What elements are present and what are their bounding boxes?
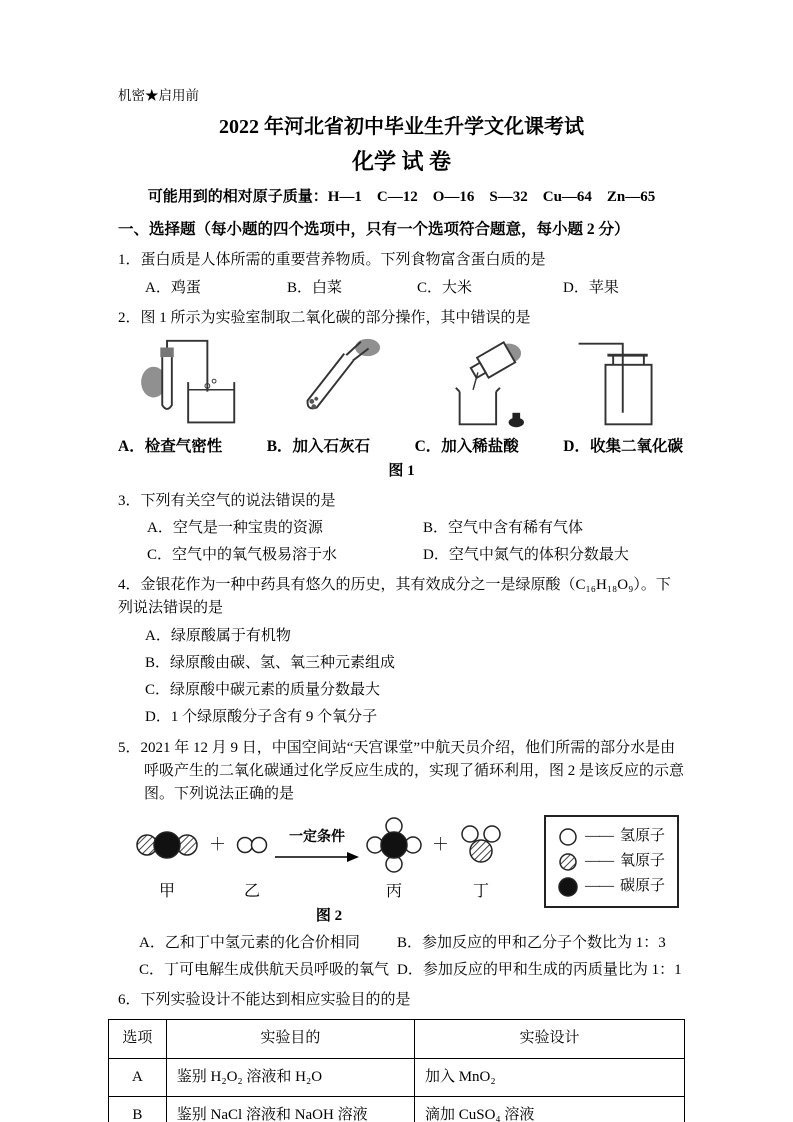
question-1-option-d: D．苹果 [563,279,619,296]
question-4-option-b: B．绿原酸由碳、氢、氧三种元素组成 [145,654,396,671]
question-5-option-d: D．参加反应的甲和生成的丙质量比为 1：1 [397,961,682,978]
question-6-table [108,1019,685,1122]
legend-label-carbon: 碳原子 [620,878,666,895]
h2o-molecule-icon [458,819,504,871]
tilted-test-tube-icon [274,336,394,432]
test-tube-beaker-icon [132,336,252,432]
airtightness-check-image [132,336,252,432]
question-5-option-b: B．参加反应的甲和乙分子个数比为 1：3 [397,934,666,951]
molecule-bing-label: 丙 [385,883,402,901]
subject-title: 化学 试 卷 [351,148,451,174]
table-header-purpose: 实验目的 [166,1020,414,1058]
question-3-option-d: D．空气中氮气的体积分数最大 [423,546,629,563]
question-1-stem: 1．蛋白质是人体所需的重要营养物质。下列食物富含蛋白质的是 [118,252,546,269]
question-2-stem: 2．图 1 所示为实验室制取二氧化碳的部分操作，其中错误的是 [118,309,531,326]
table-header-row [109,1020,685,1058]
molecule-jia-label: 甲 [158,883,175,901]
atomic-mass-note: 可能用到的相对原子质量：H—1 C—12 O—16 S—32 Cu—64 Zn—65 [147,189,656,206]
question-6-stem: 6．下列实验设计不能达到相应实验目的的是 [118,992,411,1009]
exam-title: 2022 年河北省初中毕业生升学文化课考试 [219,115,584,138]
question-5 [118,737,685,983]
question-5-options [118,932,685,983]
table-cell-design-a: 加入 MnO₂ [414,1058,684,1096]
question-2-label-b: B．加入石灰石 [266,438,371,456]
figure-1-images [118,336,685,432]
question-3 [118,490,685,567]
question-5-stem: 5．2021 年 12 月 9 日，中国空间站“天宫课堂”中航天员介绍，他们所需的部分水是由呼吸产生的二氧化碳通过化学反应生成的，实现了循环利用，图 2 是该反应的示意图。下列说法正确的是 [118,739,685,803]
table-cell-option-a: A [109,1058,167,1096]
table-cell-purpose-a: 鉴别 H₂O₂ 溶液和 H₂O [166,1058,414,1096]
plus-sign-1-unit [200,815,235,904]
molecule-yi-label: 乙 [243,883,260,901]
question-4-options [118,625,685,730]
figure-1-caption: 图 1 [388,463,415,480]
co2-molecule-icon [134,819,200,871]
ch4-molecule-icon [365,816,423,874]
question-3-option-a: A．空气是一种宝贵的资源 [147,519,323,536]
question-2-label-c: C．加入稀盐酸 [414,438,519,456]
legend-dash: —— [585,828,613,845]
plus-sign: ＋ [209,835,226,855]
question-4-option-d: D．1 个绿原酸分子含有 9 个氧分子 [145,709,378,726]
question-3-stem: 3．下列有关空气的说法错误的是 [118,493,336,510]
question-3-option-c: C．空气中的氧气极易溶于水 [147,546,338,563]
secrecy-notice: 机密★启用前 [118,88,199,103]
question-3-option-b: B．空气中含有稀有气体 [423,519,584,536]
table-header-design: 实验设计 [414,1020,684,1058]
question-3-options [118,517,685,568]
reaction-condition-label: 一定条件 [289,830,345,846]
molecule-bing-unit [365,815,423,904]
legend-dash: —— [585,853,613,870]
molecule-jia-unit [134,815,200,904]
legend-row-carbon [558,874,665,899]
question-4 [118,574,685,730]
legend-row-oxygen [558,849,665,874]
figure-2-caption: 图 2 [315,908,343,925]
reaction-diagram [134,815,524,904]
figure-2 [118,815,685,928]
legend-dash: —— [585,878,613,895]
plus-sign: ＋ [432,835,449,855]
question-2 [118,307,685,484]
add-limestone-image [274,336,394,432]
question-1-option-b: B．白菜 [287,279,343,296]
question-1-option-a: A．鸡蛋 [145,279,201,296]
pouring-bottle-icon [415,336,535,432]
oxygen-atom-icon [558,852,578,872]
question-2-label-d: D．收集二氧化碳 [563,438,683,456]
table-row-b [109,1096,685,1122]
question-1-option-c: C．大米 [417,279,473,296]
h2-molecule-icon [235,819,269,871]
question-2-label-a: A．检查气密性 [118,438,223,456]
question-4-option-c: C．绿原酸中碳元素的质量分数最大 [145,682,381,699]
molecule-ding-label: 丁 [472,883,489,901]
reaction-arrow-unit [269,815,365,904]
legend-label-oxygen: 氧原子 [620,853,666,870]
figure-2-legend [544,815,679,908]
carbon-atom-icon [558,877,578,897]
question-4-stem: 4．金银花作为一种中药具有悠久的历史，其有效成分之一是绿原酸（C₁₆H₁₈O₉）。下列说法错误的是 [118,577,671,617]
table-cell-design-b: 滴加 CuSO₄ 溶液 [414,1096,684,1122]
question-5-option-a: A．乙和丁中氢元素的化合价相同 [139,934,360,951]
legend-row-hydrogen [558,824,665,849]
table-cell-purpose-b: 鉴别 NaCl 溶液和 NaOH 溶液 [166,1096,414,1122]
question-4-option-a: A．绿原酸属于有机物 [145,627,291,644]
question-1 [118,249,685,300]
add-dilute-hcl-image [415,336,535,432]
question-6 [118,989,685,1122]
plus-sign-2-unit [423,815,458,904]
hydrogen-atom-icon [558,827,578,847]
gas-collecting-bottle-icon [557,336,677,432]
table-cell-option-b: B [109,1096,167,1122]
legend-label-hydrogen: 氢原子 [620,828,666,845]
table-row-a [109,1058,685,1096]
collect-co2-image [557,336,677,432]
molecule-ding-unit [458,815,504,904]
section-1-heading: 一、选择题（每小题的四个选项中，只有一个选项符合题意，每小题 2 分） [118,221,630,239]
molecule-yi-unit [235,815,269,904]
question-5-option-c: C．丁可电解生成供航天员呼吸的氧气 [139,961,390,978]
figure-2-reaction-area [134,815,524,928]
figure-1-labels [118,435,685,459]
question-1-options [118,277,685,300]
right-arrow-icon [275,851,359,863]
table-header-option: 选项 [109,1020,167,1058]
